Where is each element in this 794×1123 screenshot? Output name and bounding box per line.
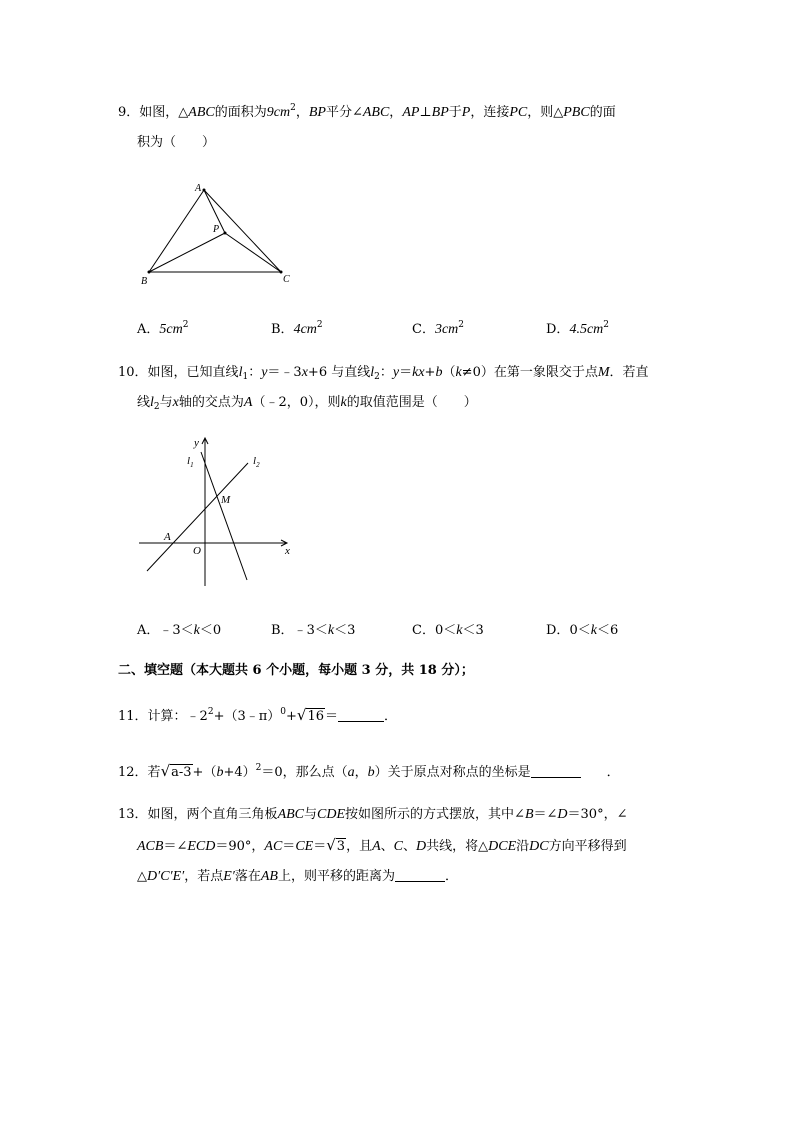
label-l2: $l_2$ bbox=[253, 455, 260, 469]
q10-line2: 线$l_2$与x轴的交点为A（﹣2，0），则k的取值范围是（ ） bbox=[137, 395, 477, 412]
q13-line2: ACB＝∠ECD＝90°，AC＝CE＝√3，且A、C、D共线，将△DCE沿DC方向平移得到 bbox=[137, 836, 627, 854]
q13-number: 13． bbox=[118, 807, 148, 822]
sqrt-16: √16 bbox=[296, 706, 325, 724]
q10-option-d[interactable]: D．0＜k＜6 bbox=[546, 623, 619, 638]
segment-ab bbox=[149, 190, 204, 272]
label-a: A bbox=[195, 183, 202, 194]
q13-answer-blank[interactable] bbox=[395, 869, 445, 882]
q9-line1: 9．如图，△ABC的面积为$9cm^2$，BP平分∠ABC，AP⊥BP于P，连接PC，则△PBC的面 bbox=[118, 103, 616, 120]
q10-option-b[interactable]: B．﹣3＜k＜3 bbox=[271, 623, 356, 638]
label-p: P bbox=[213, 224, 220, 235]
q9-triangle-figure bbox=[135, 180, 300, 292]
q9-option-a[interactable]: A．$5cm^2$ bbox=[137, 320, 189, 337]
q10-number: 10． bbox=[118, 365, 148, 380]
q11-number: 11． bbox=[118, 709, 148, 724]
label-b: B bbox=[141, 276, 148, 287]
q10-option-c[interactable]: C．0＜k＜3 bbox=[412, 623, 484, 638]
label-c: C bbox=[283, 274, 290, 285]
q12-line: 12．若$√a-3+(b+4)^2=0$，那么点（a，b）关于原点对称点的坐标是 ． bbox=[118, 762, 620, 780]
label-a: A bbox=[164, 531, 171, 543]
segment-pc bbox=[225, 233, 281, 272]
q9-number: 9． bbox=[118, 105, 140, 120]
section2-heading: 二、填空题（本大题共 6 个小题，每小题 3 分，共 18 分）； bbox=[118, 663, 474, 678]
label-o: O bbox=[193, 545, 201, 557]
q10-line1: 10．如图，已知直线$l_1$：y＝﹣3x+6 与直线$l_2$：y＝kx+b（k≠0）在第一象限交于点M．若直 bbox=[118, 365, 649, 382]
label-x: x bbox=[285, 545, 290, 557]
q9-option-d[interactable]: D．$4.5cm^2$ bbox=[546, 320, 609, 337]
sqrt-3: √3 bbox=[326, 836, 346, 854]
q11-line: 11．计算：$﹣2^2+(3﹣\pi)^0+√16=$ ． bbox=[118, 706, 398, 724]
q10-option-a[interactable]: A．﹣3＜k＜0 bbox=[137, 623, 222, 638]
q9-option-c[interactable]: C．$3cm^2$ bbox=[412, 320, 465, 337]
label-l1: $l_1$ bbox=[187, 455, 194, 469]
q13-line1: 13．如图，两个直角三角板ABC与CDE按如图所示的方式摆放，其中∠B＝∠D＝30°，∠ bbox=[118, 807, 628, 822]
label-m: M bbox=[221, 494, 231, 506]
sqrt-a-minus-3: √a-3 bbox=[160, 762, 192, 780]
label-y: y bbox=[194, 437, 199, 449]
q12-number: 12． bbox=[118, 765, 148, 780]
q9-line2: 积为（ ） bbox=[137, 135, 216, 150]
q9-option-b[interactable]: B．$4cm^2$ bbox=[271, 320, 323, 337]
q10-graph-figure bbox=[135, 430, 300, 592]
segment-bp bbox=[149, 233, 225, 272]
q13-line3: △D′C′E′，若点E′落在AB上，则平移的距离为 ． bbox=[137, 869, 459, 884]
q11-answer-blank[interactable] bbox=[338, 709, 384, 722]
q12-answer-blank[interactable] bbox=[531, 765, 581, 778]
